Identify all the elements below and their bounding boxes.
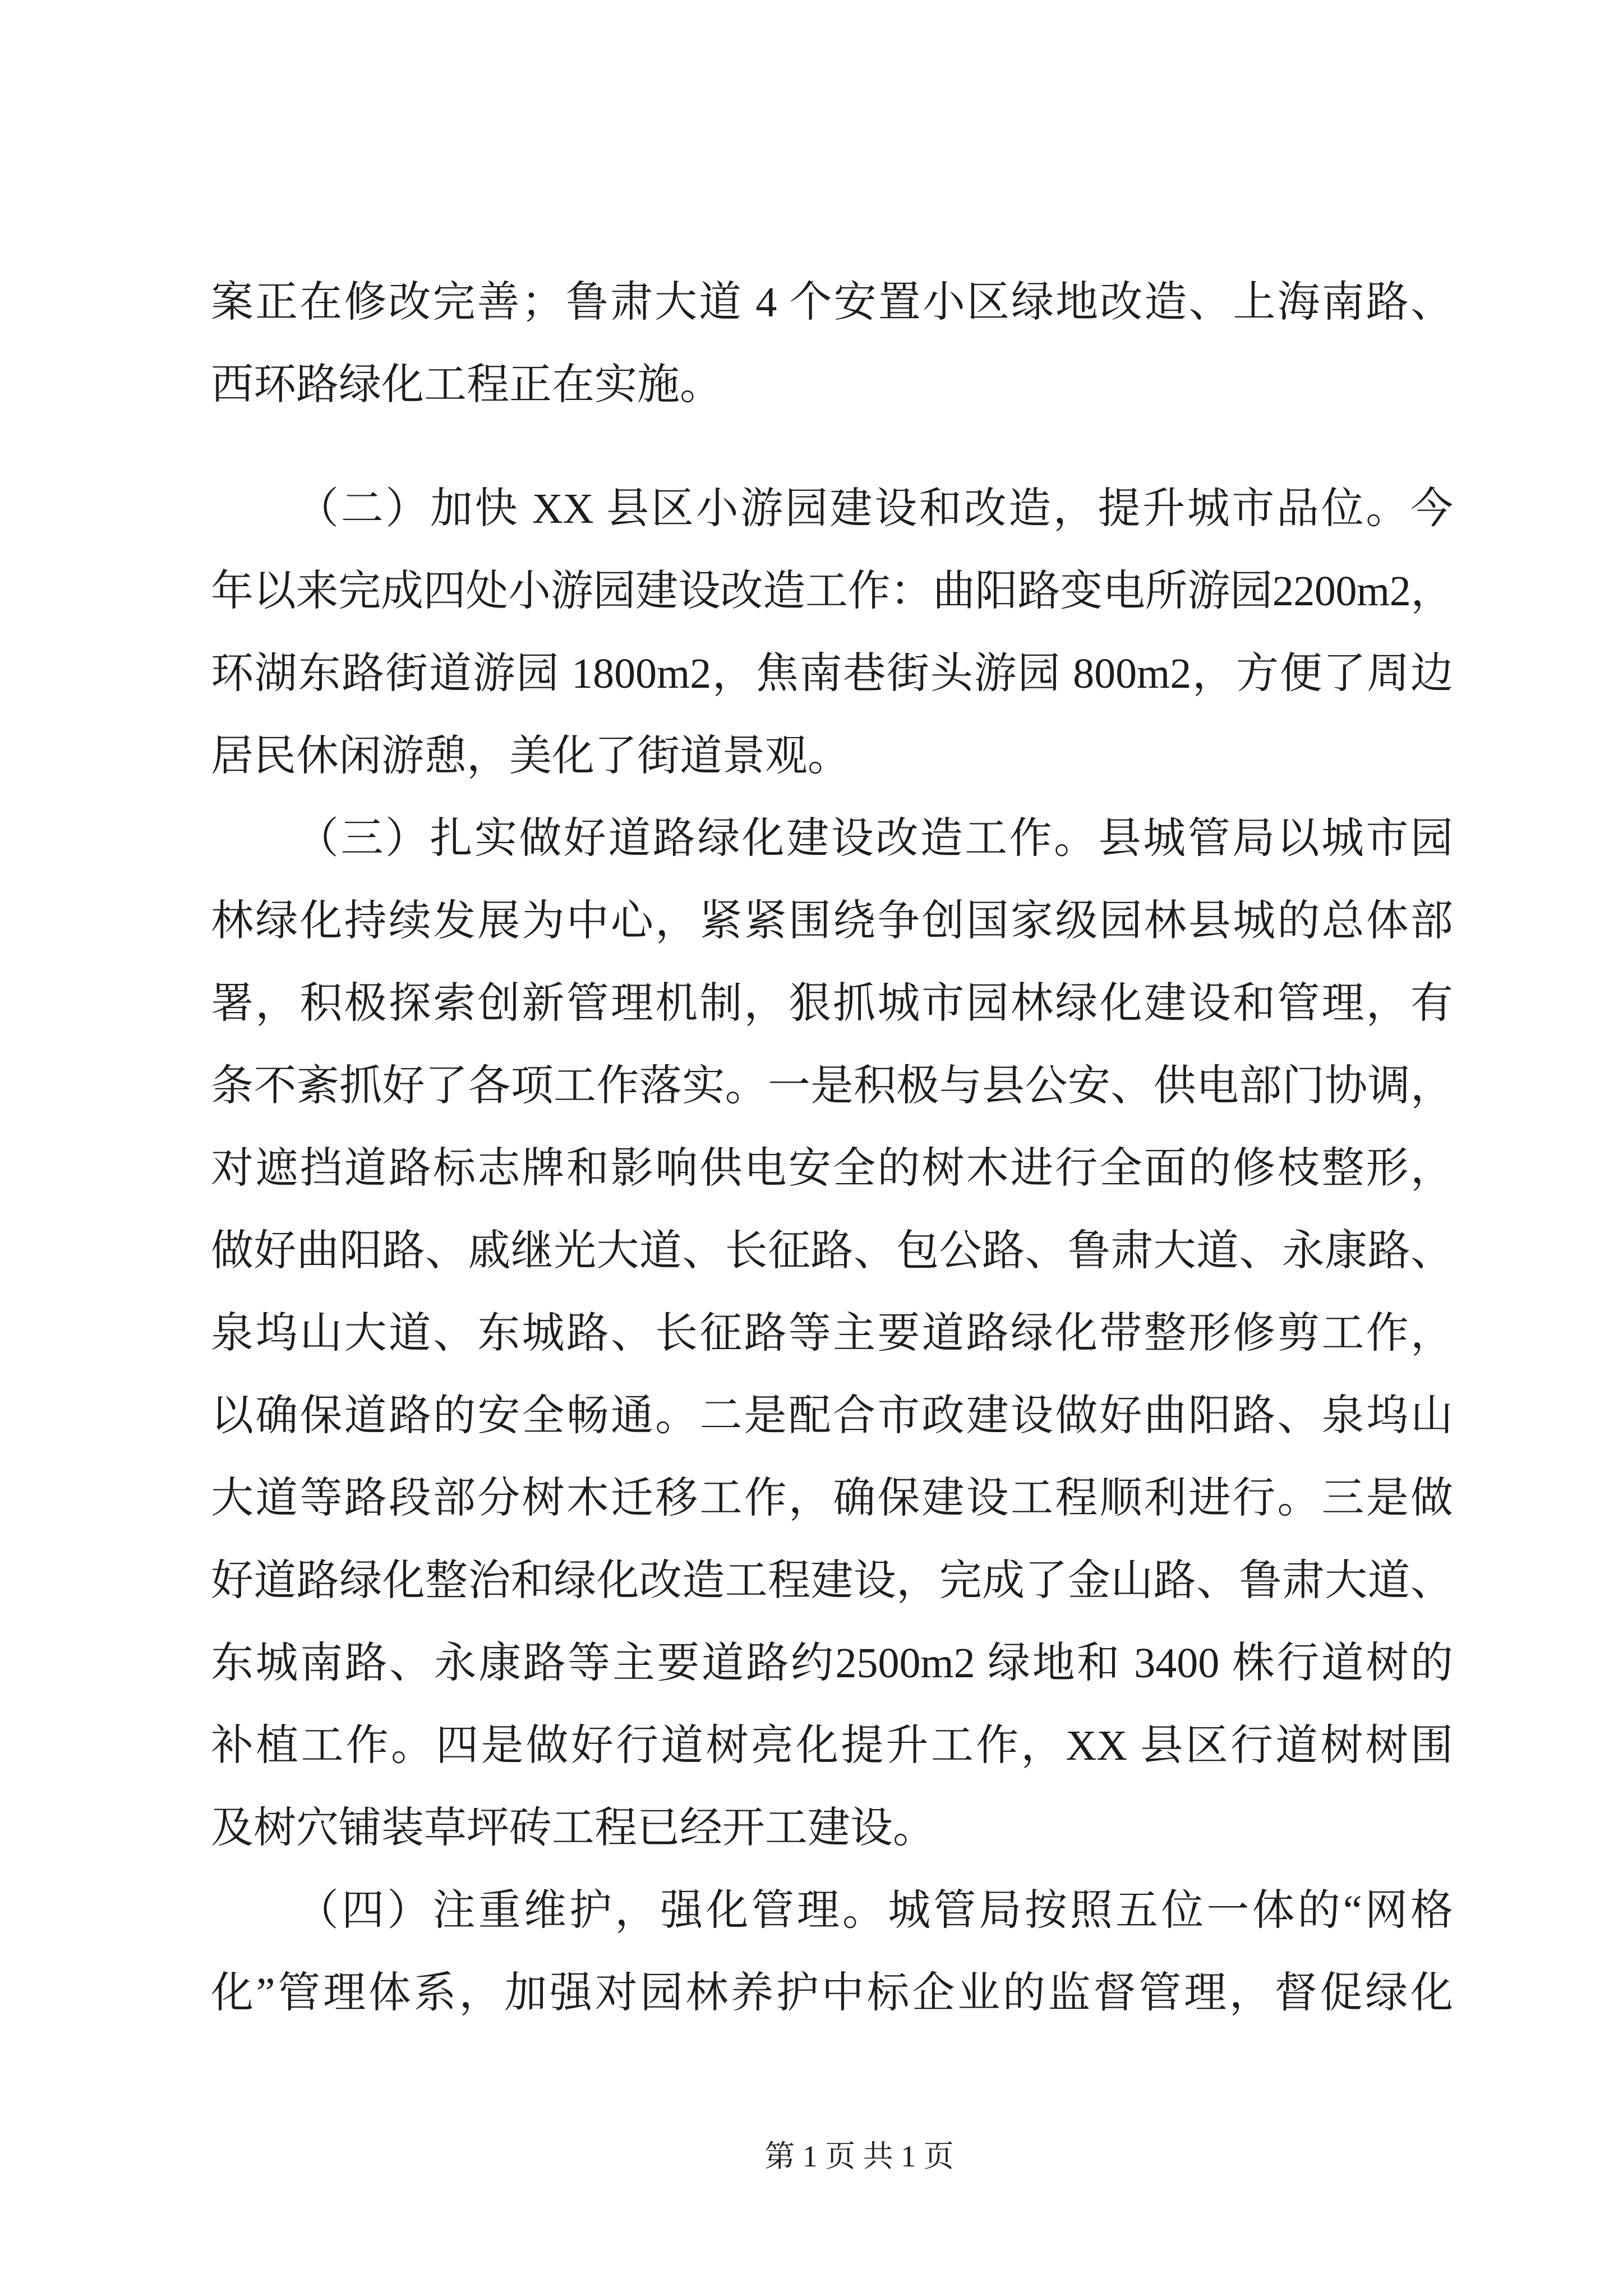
text-line: 东城南路、永康路等主要道路约2500m2 绿地和 3400 株行道树的 [211, 1640, 1453, 1687]
paragraph-section-2 [211, 468, 1453, 798]
text-line: 及树穴铺装草坪砖工程已经开工建设。 [211, 1805, 935, 1852]
text-line: 泉坞山大道、东城路、长征路等主要道路绿化带整形修剪工作， [211, 1310, 1453, 1357]
paragraph-section-3 [211, 798, 1453, 1870]
page-footer: 第 1 页 共 1 页 [764, 2139, 954, 2173]
text-line: 化”管理体系，加强对园林养护中标企业的监督管理，督促绿化 [211, 1970, 1453, 2017]
text-line: 环湖东路街道游园 1800m2，焦南巷街头游园 800m2，方便了周边 [211, 650, 1453, 697]
text-line: （三）扎实做好道路绿化建设改造工作。县城管局以城市园 [296, 815, 1453, 862]
text-line: （二）加快 XX 县区小游园建设和改造，提升城市品位。今 [296, 485, 1453, 532]
text-line: 对遮挡道路标志牌和影响供电安全的树木进行全面的修枝整形， [211, 1145, 1453, 1192]
text-line: 年以来完成四处小游园建设改造工作：曲阳路变电所游园2200m2， [211, 568, 1453, 615]
text-line: 补植工作。四是做好行道树亮化提升工作，XX 县区行道树树围 [211, 1722, 1453, 1769]
paragraph-continued [211, 261, 1453, 426]
text-line: 以确保道路的安全畅通。二是配合市政建设做好曲阳路、泉坞山 [211, 1392, 1453, 1439]
text-line: 好道路绿化整治和绿化改造工程建设，完成了金山路、鲁肃大道、 [211, 1557, 1453, 1604]
text-line: 林绿化持续发展为中心，紧紧围绕争创国家级园林县城的总体部 [211, 898, 1453, 945]
paragraph-section-4 [211, 1870, 1453, 2035]
text-line: 署，积极探索创新管理机制，狠抓城市园林绿化建设和管理，有 [211, 980, 1453, 1027]
text-line: 条不紊抓好了各项工作落实。一是积极与县公安、供电部门协调， [211, 1062, 1453, 1110]
text-line: 西环路绿化工程正在实施。 [211, 361, 722, 408]
text-line: 大道等路段部分树木迁移工作，确保建设工程顺利进行。三是做 [211, 1475, 1453, 1522]
body-text [211, 468, 1453, 2035]
text-line: 案正在修改完善；鲁肃大道 4 个安置小区绿地改造、上海南路、 [211, 279, 1453, 326]
text-line: 居民休闲游憩，美化了街道景观。 [211, 733, 850, 780]
text-line: （四）注重维护，强化管理。城管局按照五位一体的“网格 [296, 1887, 1453, 1934]
text-line: 做好曲阳路、戚继光大道、长征路、包公路、鲁肃大道、永康路、 [211, 1227, 1453, 1274]
